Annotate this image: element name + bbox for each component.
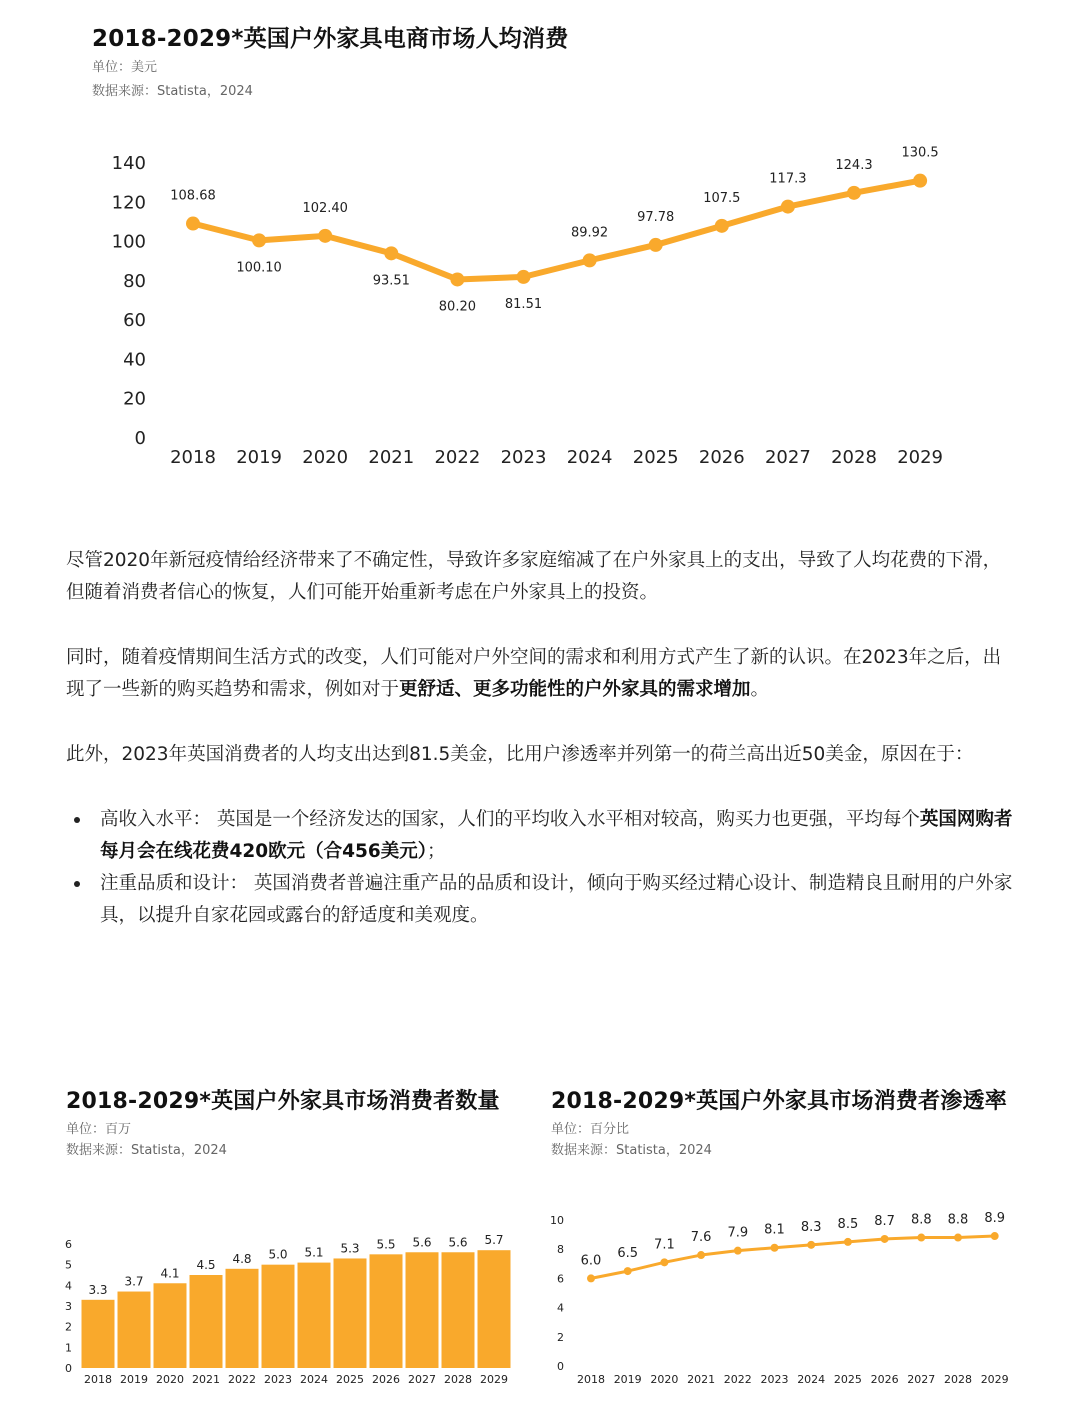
data-label: 7.9 bbox=[727, 1225, 749, 1241]
data-label: 8.7 bbox=[874, 1213, 895, 1229]
x-tick-label: 2020 bbox=[650, 1373, 679, 1386]
y-tick-label: 5 bbox=[65, 1258, 72, 1272]
data-label: 97.78 bbox=[637, 209, 675, 225]
data-point bbox=[881, 1235, 889, 1243]
y-tick-label: 140 bbox=[111, 153, 146, 174]
x-tick-label: 2023 bbox=[264, 1373, 292, 1386]
data-point bbox=[771, 1244, 779, 1252]
bullet-1-text: 高收入水平： 英国是一个经济发达的国家，人们的平均收入水平相对较高，购买力也更强，平均每个 bbox=[100, 809, 920, 830]
data-label: 5.1 bbox=[304, 1245, 324, 1260]
chart3-unit: 单位：百分比 bbox=[551, 1122, 630, 1137]
y-tick-label: 40 bbox=[123, 349, 146, 371]
y-tick-label: 1 bbox=[65, 1341, 72, 1355]
data-label: 4.1 bbox=[160, 1266, 180, 1281]
data-point bbox=[991, 1232, 999, 1240]
data-point bbox=[954, 1234, 962, 1242]
y-tick-label: 120 bbox=[111, 192, 146, 214]
data-label: 108.68 bbox=[170, 188, 216, 204]
x-tick-label: 2025 bbox=[336, 1373, 364, 1386]
y-tick-label: 6 bbox=[557, 1272, 564, 1286]
data-label: 8.8 bbox=[910, 1212, 932, 1228]
x-tick-label: 2028 bbox=[944, 1373, 972, 1386]
x-tick-label: 2028 bbox=[444, 1373, 472, 1386]
data-label: 5.0 bbox=[268, 1247, 288, 1262]
x-tick-label: 2026 bbox=[372, 1373, 400, 1386]
paragraph-3-text: 此外，2023年英国消费者的人均支出达到81.5美金，比用户渗透率并列第一的荷兰高出近50美金，原因在于： bbox=[66, 744, 974, 765]
y-tick-label: 0 bbox=[557, 1360, 564, 1373]
y-tick-label: 3 bbox=[65, 1300, 72, 1313]
x-tick-label: 2029 bbox=[980, 1373, 1009, 1386]
data-label: 117.3 bbox=[769, 171, 807, 187]
y-tick-label: 0 bbox=[65, 1362, 72, 1375]
y-tick-label: 0 bbox=[134, 428, 146, 449]
data-label: 5.6 bbox=[412, 1235, 432, 1250]
data-point bbox=[807, 1241, 815, 1249]
data-point bbox=[917, 1234, 925, 1242]
chart3-title: 2018-2029*英国户外家具市场消费者渗透率 bbox=[551, 1089, 1007, 1114]
bullet-1-highlight: 英国网购者每月会在线花费420欧元（合456美元） bbox=[100, 809, 1013, 862]
data-label: 89.92 bbox=[570, 225, 609, 241]
data-label: 5.5 bbox=[376, 1237, 396, 1252]
x-tick-label: 2018 bbox=[577, 1373, 605, 1386]
chart1-unit: 单位：美元 bbox=[92, 60, 158, 75]
data-label: 8.5 bbox=[837, 1216, 859, 1232]
data-label: 5.6 bbox=[448, 1235, 468, 1250]
x-tick-label: 2028 bbox=[831, 447, 877, 468]
chart2-unit: 单位：百万 bbox=[66, 1122, 132, 1137]
x-tick-label: 2023 bbox=[500, 447, 547, 468]
data-label: 6.0 bbox=[580, 1253, 602, 1269]
paragraph-2-end: 。 bbox=[750, 679, 770, 700]
data-label: 8.8 bbox=[947, 1212, 969, 1228]
chart1-source: 数据来源：Statista，2024 bbox=[92, 84, 253, 99]
data-label: 8.1 bbox=[764, 1222, 785, 1238]
chart3-source: 数据来源：Statista，2024 bbox=[551, 1143, 712, 1158]
y-tick-label: 8 bbox=[557, 1243, 564, 1257]
data-point bbox=[660, 1258, 668, 1266]
x-tick-label: 2019 bbox=[613, 1373, 642, 1386]
data-label: 124.3 bbox=[835, 157, 873, 173]
paragraph-2-highlight: 更舒适、更多功能性的户外家具的需求增加 bbox=[399, 679, 751, 700]
x-tick-label: 2025 bbox=[833, 1373, 862, 1386]
data-label: 3.7 bbox=[124, 1274, 144, 1289]
data-point bbox=[624, 1267, 632, 1275]
data-label: 5.7 bbox=[484, 1233, 504, 1248]
data-label: 4.8 bbox=[232, 1251, 252, 1266]
data-point bbox=[697, 1251, 705, 1259]
x-tick-label: 2018 bbox=[170, 447, 216, 468]
data-label: 4.5 bbox=[196, 1258, 216, 1272]
x-tick-label: 2020 bbox=[302, 447, 349, 468]
chart1-title: 2018-2029*英国户外家具电商市场人均消费 bbox=[92, 26, 569, 52]
x-tick-label: 2024 bbox=[300, 1373, 328, 1386]
x-tick-label: 2027 bbox=[764, 447, 811, 468]
data-point bbox=[734, 1247, 742, 1255]
y-tick-label: 10 bbox=[550, 1214, 564, 1227]
x-tick-label: 2022 bbox=[228, 1373, 256, 1386]
x-tick-label: 2021 bbox=[687, 1373, 716, 1386]
x-tick-label: 2025 bbox=[632, 447, 679, 468]
data-label: 102.40 bbox=[302, 200, 348, 216]
series-line bbox=[591, 1236, 995, 1278]
data-label: 81.51 bbox=[504, 296, 543, 312]
y-tick-label: 4 bbox=[557, 1301, 564, 1315]
y-tick-label: 20 bbox=[123, 388, 146, 410]
data-label: 93.51 bbox=[372, 273, 410, 289]
x-tick-label: 2026 bbox=[870, 1373, 899, 1386]
x-tick-label: 2024 bbox=[566, 447, 613, 468]
data-label: 8.9 bbox=[984, 1211, 1006, 1227]
bullet-2-text: 注重品质和设计： 英国消费者普遍注重产品的品质和设计，倾向于购买经过精心设计、制造精良且耐用的户外家具，以提升自家花园或露台的舒适度和美观度。 bbox=[100, 873, 1013, 926]
y-tick-label: 60 bbox=[123, 310, 146, 332]
y-tick-label: 4 bbox=[65, 1279, 72, 1293]
x-tick-label: 2021 bbox=[192, 1373, 220, 1386]
x-tick-label: 2019 bbox=[236, 447, 283, 468]
x-tick-label: 2026 bbox=[698, 447, 745, 468]
data-label: 5.3 bbox=[340, 1241, 360, 1256]
y-tick-label: 100 bbox=[111, 231, 146, 253]
data-point bbox=[587, 1274, 595, 1282]
x-tick-label: 2022 bbox=[434, 447, 481, 468]
data-label: 7.6 bbox=[690, 1230, 712, 1246]
data-label: 107.5 bbox=[703, 190, 741, 206]
x-tick-label: 2027 bbox=[408, 1373, 436, 1386]
data-label: 6.5 bbox=[617, 1246, 639, 1262]
x-tick-label: 2020 bbox=[156, 1373, 184, 1386]
x-tick-label: 2023 bbox=[760, 1373, 789, 1386]
bullet-1-end: ； bbox=[427, 841, 446, 862]
y-tick-label: 80 bbox=[123, 270, 146, 292]
y-tick-label: 2 bbox=[65, 1320, 72, 1334]
data-label: 8.3 bbox=[800, 1219, 822, 1235]
paragraph-2-text: 同时，随着疫情期间生活方式的改变，人们可能对户外空间的需求和利用方式产生了新的认识。在2023年之后，出现了一些新的购买趋势和需求，例如对于 bbox=[66, 647, 1002, 700]
chart2-title: 2018-2029*英国户外家具市场消费者数量 bbox=[66, 1089, 500, 1114]
y-tick-label: 2 bbox=[557, 1330, 564, 1344]
x-tick-label: 2021 bbox=[368, 447, 415, 468]
y-tick-label: 6 bbox=[65, 1238, 72, 1251]
x-tick-label: 2024 bbox=[797, 1373, 826, 1386]
paragraph-1-text: 尽管2020年新冠疫情给经济带来了不确定性，导致许多家庭缩减了在户外家具上的支出，导致了人均花费的下滑，但随着消费者信心的恢复，人们可能开始重新考虑在户外家具上的投资。 bbox=[66, 550, 1002, 603]
data-label: 3.3 bbox=[88, 1282, 108, 1297]
x-tick-label: 2019 bbox=[120, 1373, 148, 1386]
data-label: 7.1 bbox=[654, 1237, 675, 1253]
x-tick-label: 2029 bbox=[480, 1373, 508, 1386]
data-point bbox=[844, 1238, 852, 1246]
x-tick-label: 2022 bbox=[723, 1373, 752, 1386]
data-label: 130.5 bbox=[901, 145, 939, 161]
x-tick-label: 2027 bbox=[907, 1373, 936, 1386]
data-label: 80.20 bbox=[438, 299, 477, 315]
chart2-source: 数据来源：Statista，2024 bbox=[66, 1143, 227, 1158]
x-tick-label: 2018 bbox=[84, 1373, 112, 1386]
data-label: 100.10 bbox=[236, 260, 282, 276]
x-tick-label: 2029 bbox=[897, 447, 944, 468]
